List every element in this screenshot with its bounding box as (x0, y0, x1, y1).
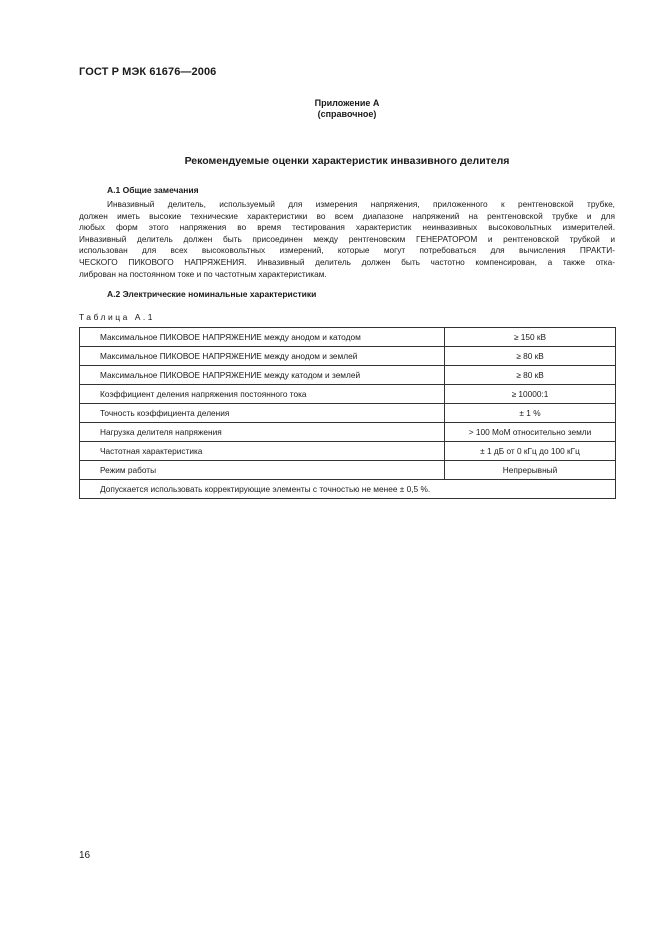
table-cell-value: > 100 МоМ относительно земли (445, 423, 616, 442)
table-row (80, 366, 616, 385)
paragraph-line: либрован на постоянном токе и по частотным характеристикам. (79, 268, 327, 279)
document-header: ГОСТ Р МЭК 61676—2006 (79, 66, 217, 78)
table-cell-param: Частотная характеристика (80, 442, 445, 461)
table-row (80, 385, 616, 404)
table-row (80, 423, 616, 442)
specs-table (79, 327, 616, 499)
table-cell-value: ≥ 150 кВ (445, 328, 616, 347)
table-cell-param: Максимальное ПИКОВОЕ НАПРЯЖЕНИЕ между анодом и катодом (80, 328, 445, 347)
table-cell-value: ± 1 дБ от 0 кГц до 100 кГц (445, 442, 616, 461)
table-row (80, 347, 616, 366)
table-caption: Таблица А.1 (79, 312, 155, 322)
section-title: Рекомендуемые оценки характеристик инвазивного делителя (184, 155, 510, 167)
paragraph-line: любых форм этого напряжения во время тестирования характеристик неинвазивных высоковольтных измерителей. (79, 222, 615, 233)
subsection-a1-paragraph (79, 199, 615, 280)
table-row (80, 461, 616, 480)
paragraph-line: Инвазивный делитель, используемый для измерения напряжения, приложенного к рентгеновской трубке, (107, 199, 615, 209)
paragraph-line: ЧЕСКОГО ПИКОВОГО НАПРЯЖЕНИЯ. Инвазивный делитель должен быть частотно компенсирован, а также отка- (79, 256, 615, 267)
paragraph-line: должен иметь высокие технические характеристики во всем диапазоне напряжений на рентгеновской трубке и для (79, 210, 615, 221)
annex-type: (справочное) (317, 109, 377, 119)
table-cell-param: Максимальное ПИКОВОЕ НАПРЯЖЕНИЕ между катодом и землей (80, 366, 445, 385)
table-cell-param: Максимальное ПИКОВОЕ НАПРЯЖЕНИЕ между анодом и землей (80, 347, 445, 366)
table-note-row (80, 480, 616, 499)
table-cell-param: Точность коэффициента деления (80, 404, 445, 423)
table-cell-value: ± 1 % (445, 404, 616, 423)
table-cell-param: Коэффициент деления напряжения постоянного тока (80, 385, 445, 404)
table-cell-value: ≥ 80 кВ (445, 366, 616, 385)
subsection-a1-heading: А.1 Общие замечания (107, 185, 199, 195)
page-number: 16 (79, 850, 91, 861)
paragraph-line: использован для всех высоковольтных измерений, которые могут потребоваться для вычисления ПРАКТИ- (79, 245, 615, 256)
table-cell-value: ≥ 80 кВ (445, 347, 616, 366)
table-row (80, 442, 616, 461)
annex-heading (0, 98, 661, 120)
table-row (80, 328, 616, 347)
table-cell-value: Непрерывный (445, 461, 616, 480)
table-cell-value: ≥ 10000:1 (445, 385, 616, 404)
table-cell-param: Нагрузка делителя напряжения (80, 423, 445, 442)
table-note: Допускается использовать корректирующие элементы с точностью не менее ± 0,5 %. (80, 480, 616, 499)
paragraph-line: Инвазивный делитель должен быть присоединен между рентгеновским ГЕНЕРАТОРОМ и рентгеновской трубкой и (79, 233, 615, 244)
subsection-a2-heading: А.2 Электрические номинальные характеристики (107, 289, 317, 299)
annex-title: Приложение А (314, 98, 380, 108)
table-row (80, 404, 616, 423)
table-cell-param: Режим работы (80, 461, 445, 480)
